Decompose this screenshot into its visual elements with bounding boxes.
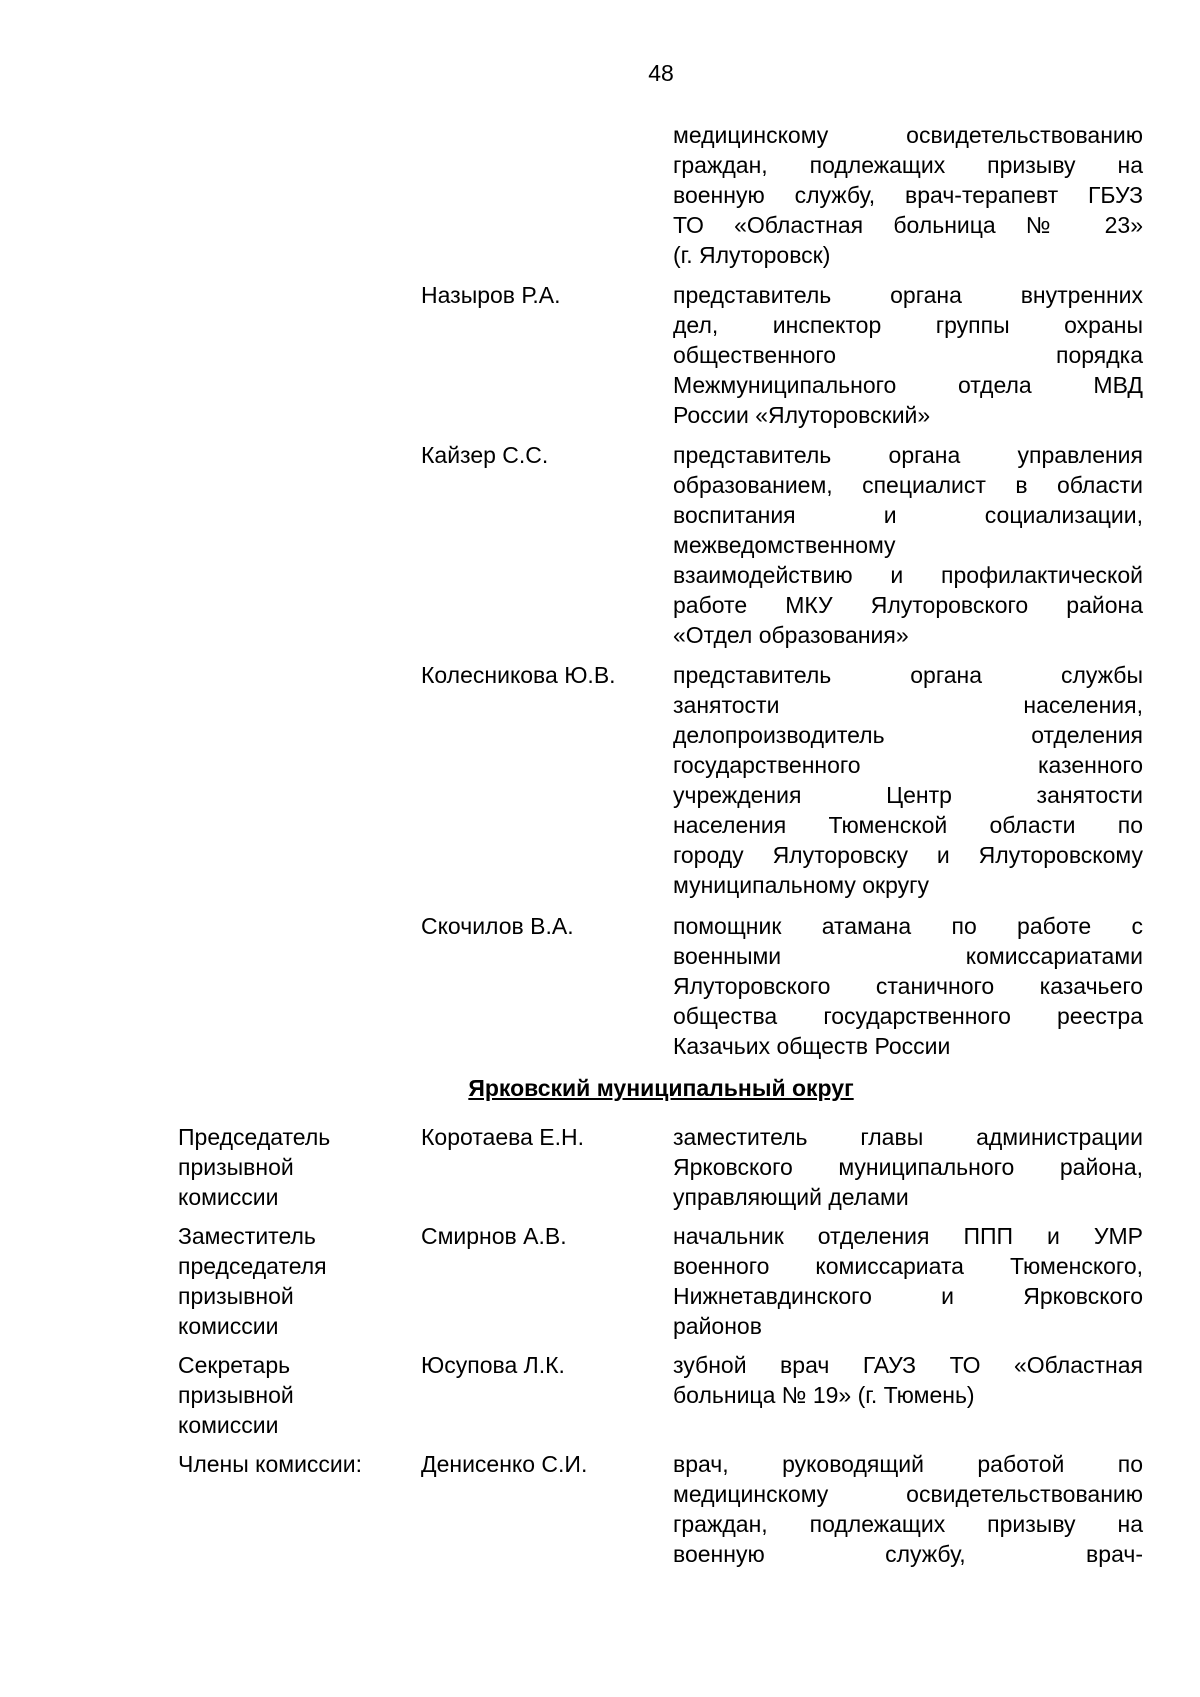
description-line: районов (673, 1313, 762, 1339)
member-name: Колесникова Ю.В. (421, 662, 616, 688)
role-line: комиссии (178, 1412, 279, 1438)
description-line: больница № 19» (г. Тюмень) (673, 1382, 975, 1408)
description-line: Нижнетавдинского и Ярковского (673, 1283, 1143, 1309)
description-line: представитель органа службы (673, 662, 1143, 688)
description-line: ТО «Областная больница № 23» (673, 212, 1143, 238)
member-name: Денисенко С.И. (421, 1451, 588, 1477)
member-name: Смирнов А.В. (421, 1223, 567, 1249)
description-line: Ярковского муниципального района, (673, 1154, 1143, 1180)
description-line: военного комиссариата Тюменского, (673, 1253, 1143, 1279)
commission-role (178, 1122, 398, 1212)
member-name: Юсупова Л.К. (421, 1352, 565, 1378)
description-line: межведомственному (673, 532, 896, 558)
description-line: взаимодействию и профилактической (673, 562, 1143, 588)
commission-role (178, 1449, 398, 1479)
member-description (673, 1221, 1143, 1341)
description-line: медицинскому освидетельствованию (673, 1481, 1143, 1507)
role-line: призывной (178, 1283, 294, 1309)
description-line: дел, инспектор группы охраны (673, 312, 1143, 338)
member-name: Кайзер С.С. (421, 442, 549, 468)
section-title: Ярковский муниципальный округ (468, 1075, 854, 1101)
description-line: представитель органа внутренних (673, 282, 1143, 308)
role-line: председателя (178, 1253, 327, 1279)
member-description (673, 911, 1143, 1061)
description-line: «Отдел образования» (673, 622, 909, 648)
role-line: Члены комиссии: (178, 1451, 363, 1477)
role-line: Председатель (178, 1124, 331, 1150)
description-line: Межмуниципального отдела МВД (673, 372, 1143, 398)
description-line: муниципальному округу (673, 872, 930, 898)
description-line: России «Ялуторовский» (673, 402, 931, 428)
description-line: занятости населения, (673, 692, 1143, 718)
description-line: учреждения Центр занятости (673, 782, 1143, 808)
description-line: граждан, подлежащих призыву на (673, 1511, 1143, 1537)
role-line: комиссии (178, 1313, 279, 1339)
description-line: государственного казенного (673, 752, 1143, 778)
description-line: общественного порядка (673, 342, 1143, 368)
role-line: Секретарь (178, 1352, 291, 1378)
member-description (673, 280, 1143, 430)
member-description (673, 1350, 1143, 1410)
description-line: заместитель главы администрации (673, 1124, 1143, 1150)
description-line: начальник отделения ППП и УМР (673, 1223, 1143, 1249)
page-number: 48 (648, 60, 674, 86)
description-line: общества государственного реестра (673, 1003, 1143, 1029)
description-line: управляющий делами (673, 1184, 909, 1210)
description-line: медицинскому освидетельствованию (673, 122, 1143, 148)
description-line: работе МКУ Ялуторовского района (673, 592, 1143, 618)
description-line: Ялуторовского станичного казачьего (673, 973, 1143, 999)
member-name: Скочилов В.А. (421, 913, 574, 939)
member-description (673, 660, 1143, 900)
description-line: зубной врач ГАУЗ ТО «Областная (673, 1352, 1143, 1378)
description-line: представитель органа управления (673, 442, 1143, 468)
member-description (673, 1449, 1143, 1569)
description-line: городу Ялуторовску и Ялуторовскому (673, 842, 1143, 868)
continuation-description (673, 120, 1143, 270)
role-line: призывной (178, 1154, 294, 1180)
description-line: военную службу, врач- (673, 1541, 1143, 1567)
description-line: военную службу, врач-терапевт ГБУЗ (673, 182, 1143, 208)
member-description (673, 440, 1143, 650)
member-name: Коротаева Е.Н. (421, 1124, 584, 1150)
member-description (673, 1122, 1143, 1212)
description-line: (г. Ялуторовск) (673, 242, 831, 268)
role-line: комиссии (178, 1184, 279, 1210)
description-line: военными комиссариатами (673, 943, 1143, 969)
description-line: помощник атамана по работе с (673, 913, 1143, 939)
description-line: населения Тюменской области по (673, 812, 1143, 838)
role-line: призывной (178, 1382, 294, 1408)
description-line: врач, руководящий работой по (673, 1451, 1143, 1477)
description-line: воспитания и социализации, (673, 502, 1143, 528)
description-line: Казачьих обществ России (673, 1033, 951, 1059)
description-line: граждан, подлежащих призыву на (673, 152, 1143, 178)
commission-role (178, 1221, 398, 1341)
description-line: делопроизводитель отделения (673, 722, 1143, 748)
member-name: Назыров Р.А. (421, 282, 561, 308)
commission-role (178, 1350, 398, 1440)
role-line: Заместитель (178, 1223, 316, 1249)
description-line: образованием, специалист в области (673, 472, 1143, 498)
